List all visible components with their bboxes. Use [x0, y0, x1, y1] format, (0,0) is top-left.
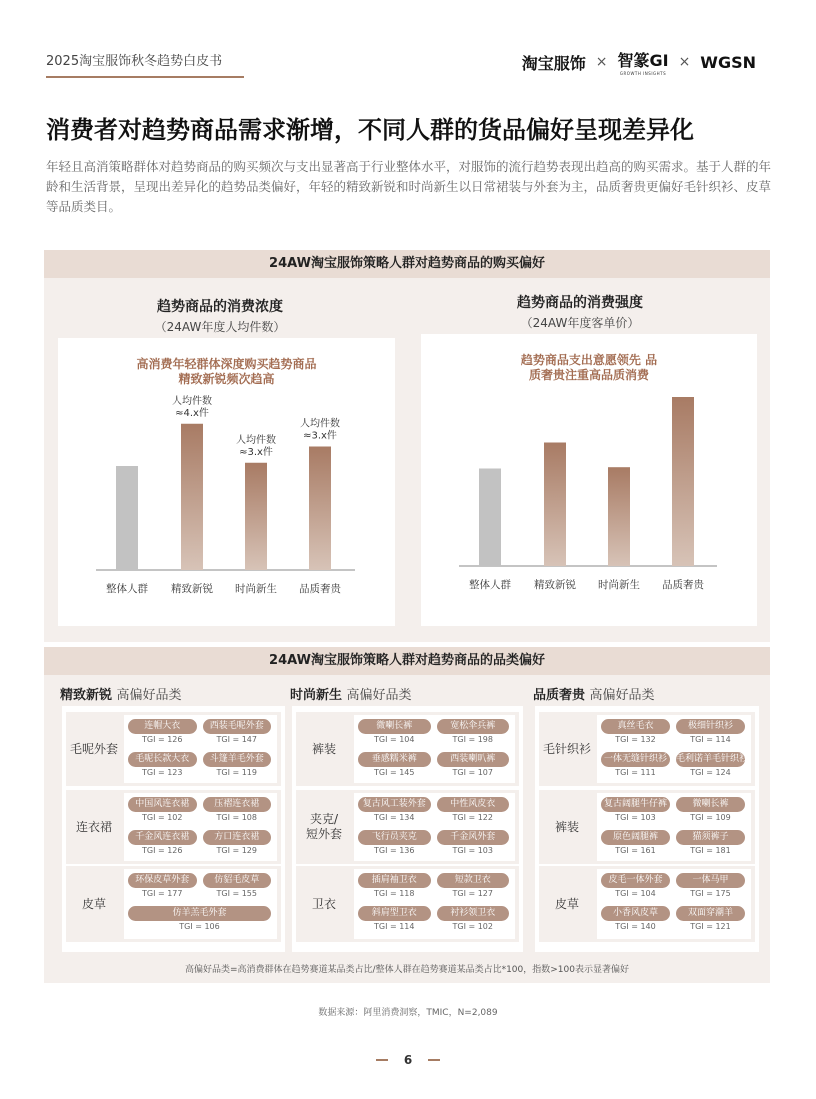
bar-精致新锐	[181, 424, 203, 570]
wgsn-logo: WGSN	[700, 52, 756, 72]
category-row	[539, 790, 755, 864]
category-pill: 复古阔腿牛仔裤	[601, 797, 670, 812]
bar-annotation: 人均件数	[172, 395, 212, 407]
x-tick-label: 精致新锐	[171, 583, 213, 595]
footnote: 高偏好品类=高消费群体在趋势赛道某品类占比/整体人群在趋势赛道某品类占比*100，指数>100表示显著偏好	[185, 965, 629, 975]
row-items-box	[124, 715, 277, 783]
category-pill: 西装毛呢外套	[203, 719, 272, 734]
left-chart-subheading: （24AW年度人均件数）	[154, 320, 286, 334]
row-items-box	[124, 793, 277, 861]
row-items-box	[124, 869, 277, 939]
group-name: 品质奢贵	[533, 688, 590, 703]
chart-title-line: 质奢贵注重高品质消费	[528, 368, 650, 382]
category-row	[539, 712, 755, 786]
tgi-value: TGI = 132	[615, 735, 656, 744]
purchase-panel-title: 24AW淘宝服饰策略人群对趋势商品的购买偏好	[44, 250, 770, 278]
chart-title-line: 高消费年轻群体深度购买趋势商品	[136, 357, 317, 371]
separator-x: ×	[595, 54, 608, 70]
tgi-value: TGI = 103	[452, 846, 493, 855]
tgi-value: TGI = 122	[452, 813, 493, 822]
left-chart-heading	[80, 296, 360, 335]
page-dash-right	[428, 1059, 440, 1061]
category-pill: 西装喇叭裤	[437, 752, 510, 767]
tgi-value: TGI = 136	[373, 846, 415, 855]
category-pill: 飞行员夹克	[358, 830, 431, 845]
category-pill: 极细针织衫	[676, 719, 745, 734]
left-chart-heading-text: 趋势商品的消费浓度	[157, 299, 283, 315]
category-pill: 皮毛一体外套	[601, 873, 670, 888]
category-pill: 一体马甲	[676, 873, 745, 888]
x-tick-label: 时尚新生	[235, 583, 277, 595]
bar-annotation: 人均件数	[300, 418, 340, 430]
tgi-value: TGI = 129	[216, 846, 257, 855]
category-pill: 双面穿潮羊	[676, 906, 745, 921]
category-pill: 压褶连衣裙	[203, 797, 272, 812]
category-pill: 复古风工装外套	[358, 797, 431, 812]
group-heading	[290, 684, 412, 703]
page-title: 消费者对趋势商品需求渐增，不同人群的货品偏好呈现差异化	[46, 116, 694, 144]
category-pill: 微喇长裤	[676, 797, 745, 812]
tgi-value: TGI = 102	[141, 813, 183, 822]
category-row	[66, 712, 281, 786]
right-chart-subheading: （24AW年度客单价）	[520, 316, 640, 330]
category-pill: 短款卫衣	[437, 873, 510, 888]
tgi-value: TGI = 155	[216, 889, 257, 898]
tgi-value: TGI = 126	[141, 735, 183, 744]
tgi-value: TGI = 109	[690, 813, 731, 822]
category-pill: 连帽大衣	[128, 719, 197, 734]
row-label	[296, 897, 352, 912]
row-label	[539, 820, 595, 835]
x-tick-label: 整体人群	[106, 583, 148, 595]
chart-title-line: 趋势商品支出意愿领先 品	[520, 353, 658, 367]
category-column	[62, 706, 285, 952]
tgi-value: TGI = 124	[690, 768, 731, 777]
group-name: 时尚新生	[290, 688, 347, 703]
category-pill: 千金风外套	[437, 830, 510, 845]
category-pill: 宽松伞兵裤	[437, 719, 510, 734]
tgi-value: TGI = 118	[373, 889, 415, 898]
category-pill: 垂感糯米裤	[358, 752, 431, 767]
row-items-box	[597, 793, 751, 861]
tgi-value: TGI = 123	[141, 768, 183, 777]
bar-整体人群	[479, 469, 501, 567]
category-row	[296, 790, 519, 864]
row-items-box	[354, 869, 515, 939]
right-chart-heading-text: 趋势商品的消费强度	[517, 295, 643, 311]
row-label-line: 皮草	[554, 896, 579, 911]
x-tick-label: 时尚新生	[598, 579, 640, 591]
consumption-density-chart	[58, 338, 395, 626]
tgi-value: TGI = 127	[452, 889, 493, 898]
tgi-value: TGI = 121	[690, 922, 731, 931]
data-source: 数据来源：阿里消费洞察，TMIC，N=2,089	[318, 1008, 498, 1018]
row-label	[66, 820, 122, 835]
group-suffix: 高偏好品类	[116, 688, 182, 703]
category-pill: 猫须裤子	[676, 830, 745, 845]
group-heading	[60, 684, 182, 703]
category-pill: 仿貂毛皮草	[203, 873, 272, 888]
category-pill: 中性风皮衣	[437, 797, 510, 812]
category-pill: 插肩袖卫衣	[358, 873, 431, 888]
tgi-value: TGI = 177	[141, 889, 183, 898]
category-row	[66, 866, 281, 942]
gi-logo-text: 智篆GI	[617, 51, 669, 70]
tgi-value: TGI = 104	[373, 735, 415, 744]
row-label	[539, 897, 595, 912]
row-label	[66, 742, 122, 757]
tgi-value: TGI = 198	[452, 735, 493, 744]
row-items-box	[597, 715, 751, 783]
category-pill: 衬衫领卫衣	[437, 906, 510, 921]
gi-logo-sub: GROWTH INSIGHTS	[619, 71, 667, 76]
category-pill: 小香风皮草	[601, 906, 670, 921]
row-items-box	[354, 793, 515, 861]
intro-paragraph: 年轻且高消策略群体对趋势商品的购买频次与支出显著高于行业整体水平，对服饰的流行趋势表现出趋高的购买需求。基于人群的年龄和生活背景，呈现出差异化的趋势品类偏好，年轻的精致新锐和时尚新生以日常裙装与外套为主，品质奢贵更偏好毛针织衫、皮草等品质类目。	[46, 159, 772, 214]
category-pill: 真丝毛衣	[601, 719, 670, 734]
tgi-value: TGI = 103	[615, 813, 656, 822]
bar-annotation: ≈3.x件	[239, 446, 273, 458]
category-pill: 斜肩型卫衣	[358, 906, 431, 921]
consumption-intensity-chart	[421, 334, 757, 626]
row-label-line: 皮草	[81, 896, 106, 911]
tgi-value: TGI = 102	[452, 922, 493, 931]
bar-annotation: 人均件数	[236, 434, 276, 446]
category-pill: 原色阔腿裤	[601, 830, 670, 845]
category-column	[292, 706, 523, 952]
x-tick-label: 整体人群	[469, 579, 511, 591]
tgi-value: TGI = 147	[216, 735, 257, 744]
row-label	[539, 742, 595, 757]
x-tick-label: 精致新锐	[534, 579, 576, 591]
doc-title: 2025淘宝服饰秋冬趋势白皮书	[46, 54, 223, 69]
tgi-value: TGI = 106	[179, 922, 220, 931]
category-pill: 中国风连衣裙	[128, 797, 197, 812]
bar-品质奢贵	[672, 397, 694, 566]
row-label-line: 卫衣	[311, 896, 336, 911]
bar-整体人群	[116, 466, 138, 570]
tgi-value: TGI = 111	[615, 768, 656, 777]
category-row	[66, 790, 281, 864]
separator-x: ×	[678, 54, 691, 70]
row-label-line: 短外套	[305, 827, 342, 841]
group-name: 精致新锐	[60, 688, 117, 703]
category-panel-title: 24AW淘宝服饰策略人群对趋势商品的品类偏好	[44, 647, 770, 675]
right-chart-heading	[440, 292, 720, 331]
bar-chart-svg	[421, 334, 757, 626]
bar-品质奢贵	[309, 447, 331, 571]
bar-chart-svg	[58, 338, 395, 626]
bar-annotation: ≈4.x件	[175, 407, 209, 419]
row-label	[296, 742, 352, 757]
category-pill: 一体无缝针织衫	[601, 752, 670, 767]
category-pill: 斗篷羊毛外套	[203, 752, 272, 767]
group-suffix: 高偏好品类	[589, 688, 655, 703]
page-number: 6	[403, 1053, 413, 1067]
tgi-value: TGI = 119	[216, 768, 257, 777]
tgi-value: TGI = 114	[373, 922, 415, 931]
group-suffix: 高偏好品类	[346, 688, 412, 703]
x-tick-label: 品质奢贵	[662, 579, 704, 591]
row-label-line: 连衣裙	[75, 819, 112, 834]
x-tick-label: 品质奢贵	[299, 583, 341, 595]
row-label-line: 毛呢外套	[69, 741, 118, 756]
bar-精致新锐	[544, 443, 566, 567]
row-label-line: 裤装	[311, 741, 336, 756]
category-row	[296, 712, 519, 786]
row-items-box	[597, 869, 751, 939]
tgi-value: TGI = 161	[615, 846, 656, 855]
category-pill: 方口连衣裙	[203, 830, 272, 845]
bar-时尚新生	[608, 467, 630, 566]
row-label-line: 裤装	[554, 819, 579, 834]
bar-时尚新生	[245, 463, 267, 570]
tgi-value: TGI = 126	[141, 846, 183, 855]
row-label	[296, 812, 352, 842]
category-pill: 微喇长裤	[358, 719, 431, 734]
bar-annotation: ≈3.x件	[303, 430, 337, 442]
taobao-logo: 淘宝服饰	[521, 53, 586, 73]
category-pill: 毛利诺羊毛针织衫	[676, 752, 745, 767]
category-pill: 千金风连衣裙	[128, 830, 197, 845]
category-row	[296, 866, 519, 942]
tgi-value: TGI = 104	[615, 889, 656, 898]
tgi-value: TGI = 145	[373, 768, 415, 777]
category-row	[539, 866, 755, 942]
tgi-value: TGI = 114	[690, 735, 731, 744]
group-heading	[533, 684, 655, 703]
header-underline	[46, 76, 244, 78]
tgi-value: TGI = 134	[373, 813, 415, 822]
tgi-value: TGI = 181	[690, 846, 731, 855]
tgi-value: TGI = 140	[615, 922, 656, 931]
row-items-box	[354, 715, 515, 783]
row-label-line: 毛针织衫	[542, 741, 591, 756]
tgi-value: TGI = 107	[452, 768, 493, 777]
chart-title-line: 精致新锐频次趋高	[178, 372, 275, 386]
row-label	[66, 897, 122, 912]
brand-logos	[522, 48, 756, 76]
category-column	[535, 706, 759, 952]
gi-logo	[617, 48, 668, 76]
tgi-value: TGI = 108	[216, 813, 257, 822]
tgi-value: TGI = 175	[690, 889, 731, 898]
category-pill: 仿羊羔毛外套	[128, 906, 271, 921]
row-label-line: 夹克/	[309, 812, 339, 826]
category-pill: 环保皮草外套	[128, 873, 197, 888]
category-pill: 毛呢长款大衣	[128, 752, 197, 767]
